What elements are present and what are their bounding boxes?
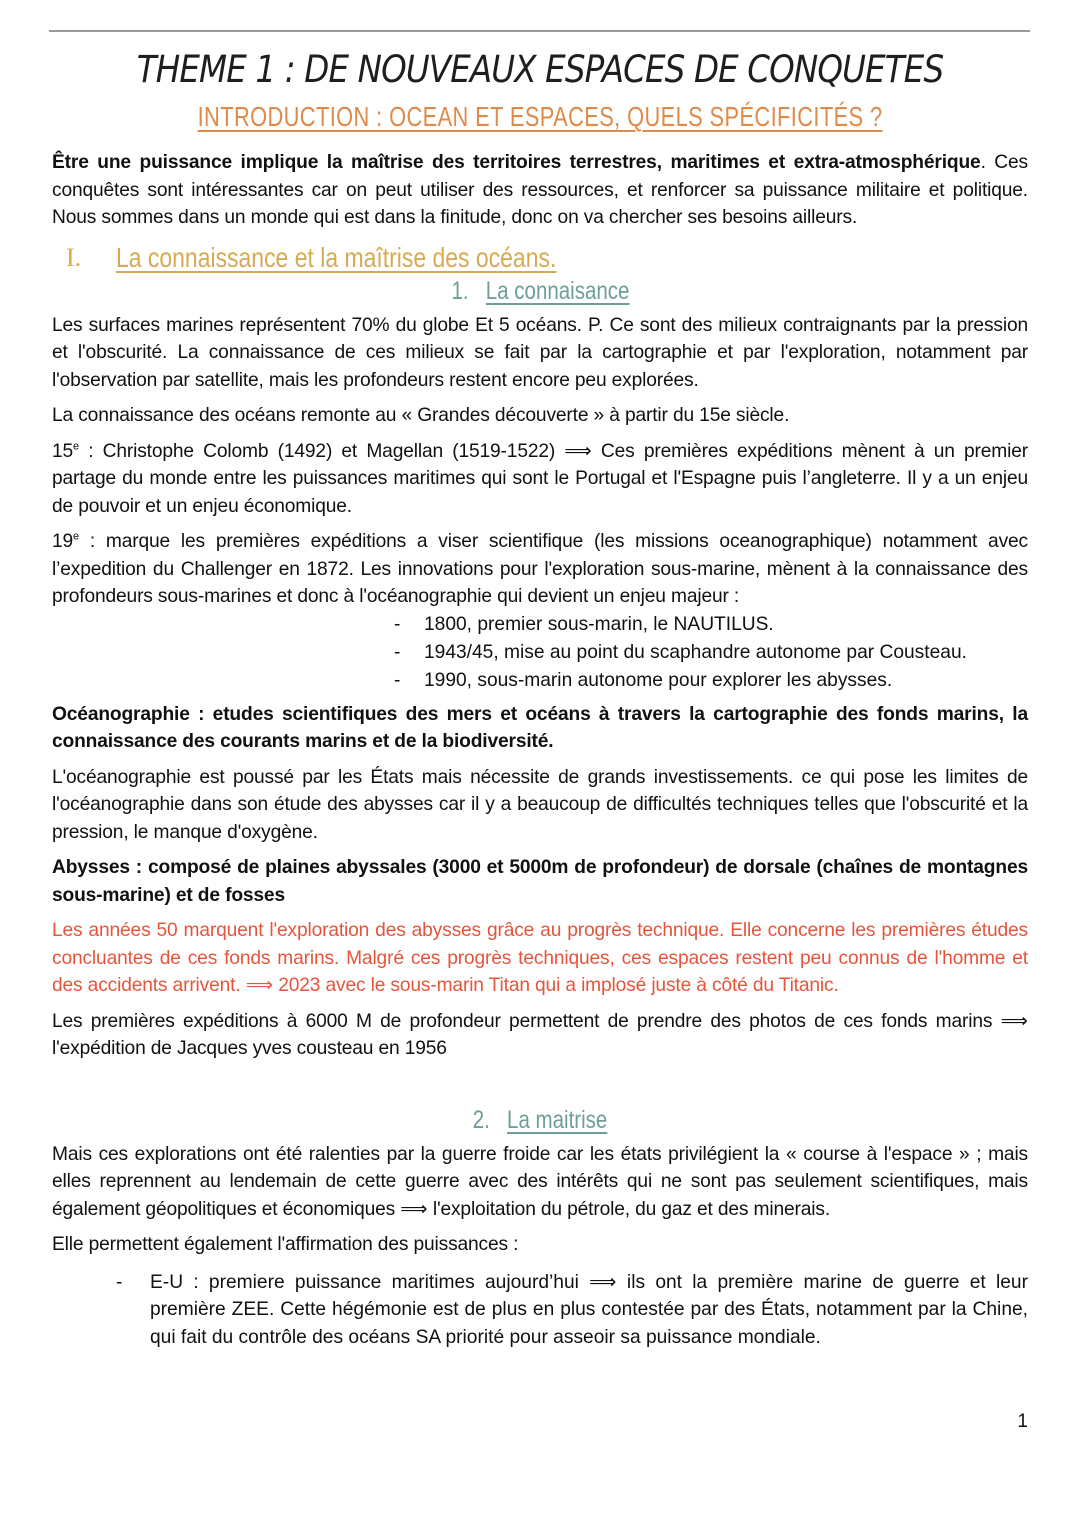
list-item: - E-U : premiere puissance maritimes aujourd’hui ⟹ ils ont la première marine de guerre et leur première ZEE. Cette hégémonie est de plus en plus contestée par des États, notamment par la Chine, qui fait du contrôle des océans SA priorité pour asseoir sa puissance mondiale. [116,1269,1028,1352]
header-rule [49,30,1030,32]
theme-title: THEME 1 : DE NOUVEAUX ESPACES DE CONQUETES [136,48,944,91]
page-number: 1 [1017,1411,1028,1432]
innovations-list [394,611,1028,695]
subsection-heading-2 [52,1105,1028,1135]
paragraph-19e-text: : marque les premières expéditions a viser scientifique (les missions oceanographique) notamment avec l’expedition du Challenger en 1872. Les innovations pour l'exploration sous-marine, mènent à la connaissance des profondeurs sous-marines et donc à l'océanographie qui devient un enjeu majeur : [52,531,1028,607]
paragraph-15e-text: : Christophe Colomb (1492) et Magellan (1519-1522) ⟹ Ces premières expéditions mènent à un premier partage du monde entre les puissances maritimes qui sont le Portugal et l'Espagne puis l’angleterre. Il y a un enjeu de pouvoir et un enjeu économique. [52,440,1028,517]
intro-rest: . Ces conquêtes sont intéressantes car on peut utiliser des ressources, et renforcer sa puissance militaire et politique. Nous sommes dans un monde qui est dans la finitude, donc on va chercher ses besoins ailleurs. [52,152,1028,228]
paragraph-15e [52,438,1028,521]
century-label: 15 [52,440,74,462]
definition-text: Océanographie : etudes scientifiques des mers et océans à travers la cartographie des fonds marins, la connaissance des courants marins et de la biodiversité. [52,703,1028,752]
paragraph-grandes-decouvertes: La connaissance des océans remonte au « Grandes découverte » à partir du 15e siècle. [52,405,790,426]
intro-paragraph [52,149,1028,232]
puissances-list [116,1269,1028,1352]
intro-title-text: INTRODUCTION : OCEAN ET ESPACES, QUELS SPÉCIFICITÉS ? [197,101,883,132]
list-item: - 1990, sous-marin autonome pour explorer les abysses. [394,667,1028,695]
paragraph-annees-50: Les années 50 marquent l'exploration des abysses grâce au progrès technique. Elle concerne les premières études concluantes de ces fonds marins. Malgré ces progrès techniques, ces espaces restent peu connus de l'homme et des accidents arrivent. ⟹ 2023 avec le sous-marin Titan qui a implosé juste à côté du Titanic. [52,920,1028,996]
section-number: I. [66,242,82,272]
definition-oceanographie [52,701,1028,756]
definition-abysses [52,854,1028,909]
paragraph-oceanographie-limits: L'océanographie est poussé par les États mais nécessite de grands investissements. ce qui pose les limites de l'océanographie dans son étude des abysses car il y a beaucoup de difficultés techniques telles que l'obscurité et la pression, le manque d'oxygène. [52,766,1028,843]
subsection-number: 2. [472,1105,490,1134]
century-sup: e [73,440,80,453]
list-item: - 1943/45, mise au point du scaphandre autonome par Cousteau. [394,639,1028,667]
section-title: La connaissance et la maîtrise des océans. [116,241,557,273]
subsection-title: La maitrise [507,1105,608,1134]
intro-bold: Être une puissance implique la maîtrise des territoires terrestres, maritimes et extra-atmosphérique [52,152,981,173]
paragraph-surfaces: Les surfaces marines représentent 70% du globe Et 5 océans. P. Ce sont des milieux contraignants par la pression et l'obscurité. La connaissance de ces milieux se fait par la cartographie et par l'exploration, notamment par l'observation par satellite, mais les profondeurs restent encore peu explorées. [52,314,1028,391]
document-page [52,44,1028,1351]
paragraph-19e [52,528,1028,611]
section-heading-1 [52,240,1028,276]
paragraph-6000m: Les premières expéditions à 6000 M de profondeur permettent de prendre des photos de ces fonds marins ⟹ l'expédition de Jacques yves cousteau en 1956 [52,1010,1028,1059]
paragraph-guerre-froide: Mais ces explorations ont été ralenties par la guerre froide car les états privilégient la « course à l'espace » ; mais elles reprennent au lendemain de cette guerre avec des intérêts qui ne sont pas seulement scientifiques, mais également géopolitiques et économiques ⟹ l'exploitation du pétrole, du gaz et des minerais. [52,1143,1028,1220]
list-item: - 1800, premier sous-marin, le NAUTILUS. [394,611,1028,639]
subsection-title: La connaisance [485,276,629,305]
subsection-heading-1 [52,276,1028,306]
subsection-number: 1. [451,276,469,305]
century-label: 19 [52,531,74,552]
intro-title [52,100,1028,139]
century-sup: e [73,530,80,543]
definition-text: Abysses : composé de plaines abyssales (3000 et 5000m de profondeur) de dorsale (chaînes de montagnes sous-marine) et de fosses [52,857,1028,906]
paragraph-affirmation: Elle permettent également l'affirmation des puissances : [52,1234,519,1255]
